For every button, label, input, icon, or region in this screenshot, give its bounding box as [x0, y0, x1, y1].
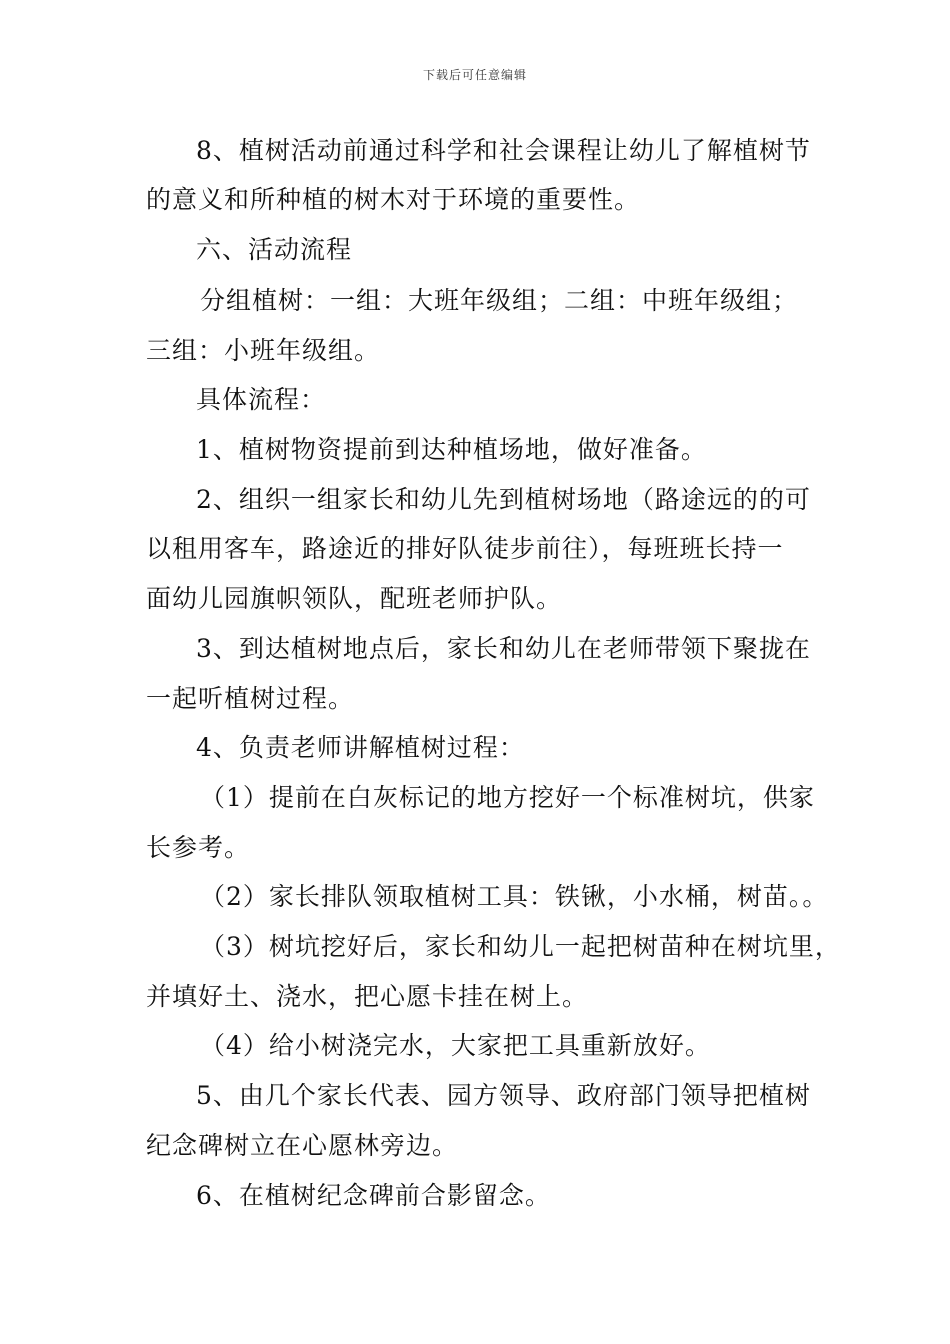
paragraph-line: 的意义和所种植的树木对于环境的重要性。: [146, 185, 641, 214]
paragraph-line: 2、组织一组家长和幼儿先到植树场地（路途远的的可: [196, 485, 811, 514]
paragraph-line: （4）给小树浇完水，大家把工具重新放好。: [200, 1031, 711, 1060]
paragraph-line: 具体流程：: [196, 385, 327, 414]
page-header-note: 下载后可任意编辑: [422, 68, 527, 82]
paragraph-line: 一起听植树过程。: [146, 684, 355, 713]
paragraph-line: 分组植树：一组：大班年级组；二组：中班年级组；: [200, 286, 799, 315]
paragraph-line: （3）树坑挖好后，家长和幼儿一起把树苗种在树坑里，: [200, 932, 841, 961]
paragraph-line: 1、植树物资提前到达种植场地，做好准备。: [196, 435, 707, 464]
paragraph-line: 4、负责老师讲解植树过程：: [196, 733, 525, 762]
paragraph-line: （2）家长排队领取植树工具：铁锹，小水桶，树苗。。: [200, 882, 829, 911]
paragraph-line: 以租用客车，路途近的排好队徒步前往），每班班长持一: [146, 534, 784, 563]
paragraph-line: 纪念碑树立在心愿林旁边。: [146, 1131, 459, 1160]
paragraph-line: 8、植树活动前通过科学和社会课程让幼儿了解植树节: [196, 136, 811, 165]
paragraph-line: 5、由几个家长代表、园方领导、政府部门领导把植树: [196, 1081, 811, 1110]
section-heading: 六、活动流程: [196, 235, 353, 264]
paragraph-line: 并填好土、浇水，把心愿卡挂在树上。: [146, 982, 589, 1011]
paragraph-line: 3、到达植树地点后，家长和幼儿在老师带领下聚拢在: [196, 634, 811, 663]
paragraph-line: 长参考。: [146, 833, 251, 862]
paragraph-line: （1）提前在白灰标记的地方挖好一个标准树坑，供家: [200, 783, 815, 812]
paragraph-line: 三组：小班年级组。: [146, 336, 381, 365]
paragraph-line: 面幼儿园旗帜领队，配班老师护队。: [146, 584, 563, 613]
paragraph-line: 6、在植树纪念碑前合影留念。: [196, 1181, 551, 1210]
